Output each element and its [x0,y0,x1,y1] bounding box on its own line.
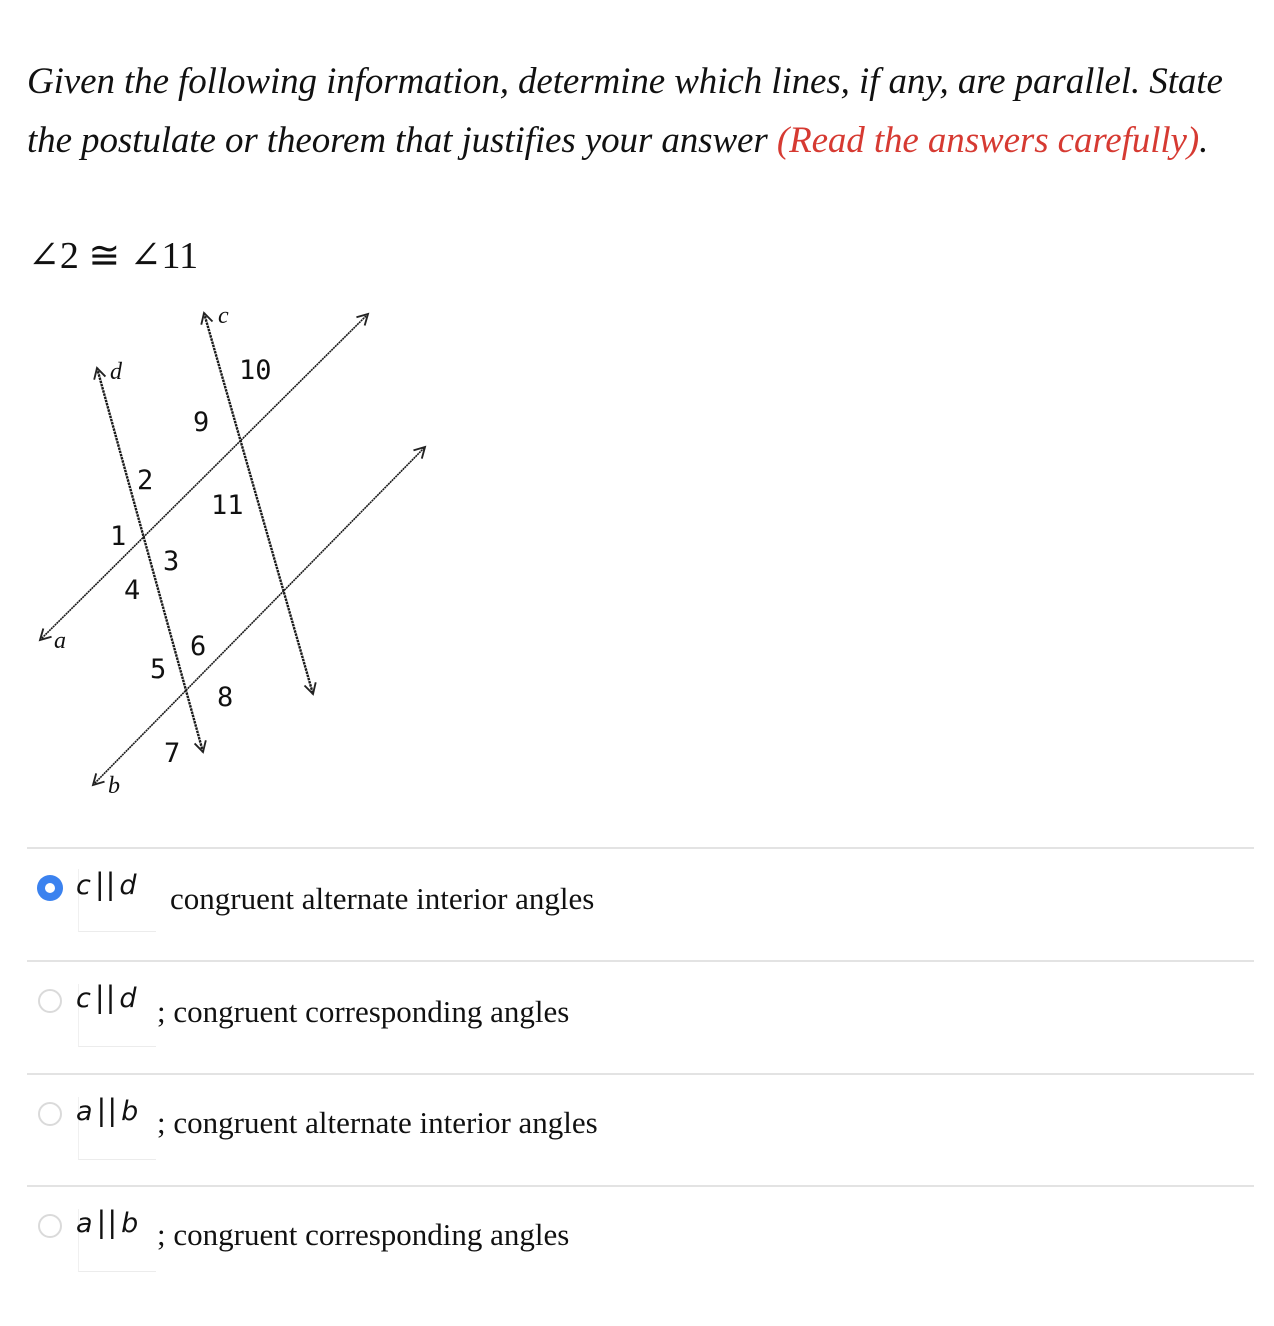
option-label: ; congruent corresponding angles [157,994,570,1029]
angle-label-2: 2 [137,465,154,496]
option-label: ; congruent corresponding angles [157,1217,570,1252]
radio-button[interactable] [38,1102,62,1126]
option-label: ; congruent alternate interior angles [157,1105,598,1140]
question-prompt [27,52,1257,170]
answer-option-2[interactable] [27,962,1254,1070]
given-statement: ∠2 ≅ ∠11 [28,235,199,277]
angle-label-8: 8 [217,682,234,713]
transversal-line-d [97,368,203,752]
parallel-lines-diagram [0,290,460,810]
answer-option-3[interactable] [27,1075,1254,1183]
angle-label-7: 7 [164,738,181,769]
option-math: c || d [76,867,138,901]
angle-label-6: 6 [190,631,207,662]
label-line-a: a [54,628,66,654]
option-math: a || b [76,1205,140,1239]
angle-label-1: 1 [110,521,127,552]
angle-label-10: 10 [239,355,272,386]
radio-button[interactable] [38,989,62,1013]
answer-option-4[interactable] [27,1187,1254,1295]
angle-label-9: 9 [193,407,210,438]
option-math: c || d [76,980,138,1014]
angle-label-5: 5 [150,654,167,685]
answer-option-1[interactable] [27,849,1254,957]
question-hint: (Read the answers carefully) [776,120,1200,161]
line-a [40,314,368,640]
question-end: . [1199,120,1209,161]
label-line-d: d [110,359,122,385]
option-label: congruent alternate interior angles [170,881,595,916]
question-text: Given the following information, determine which lines, if any, are parallel. State the postulate or theorem that justifies your answer [27,61,1223,161]
angle-label-3: 3 [163,546,180,577]
option-math: a || b [76,1093,140,1127]
radio-button-selected[interactable] [37,875,63,901]
label-line-b: b [108,773,120,799]
angle-label-11: 11 [211,490,244,521]
line-b [93,447,425,785]
angle-label-4: 4 [124,575,141,606]
radio-button[interactable] [38,1214,62,1238]
label-line-c: c [218,303,229,329]
